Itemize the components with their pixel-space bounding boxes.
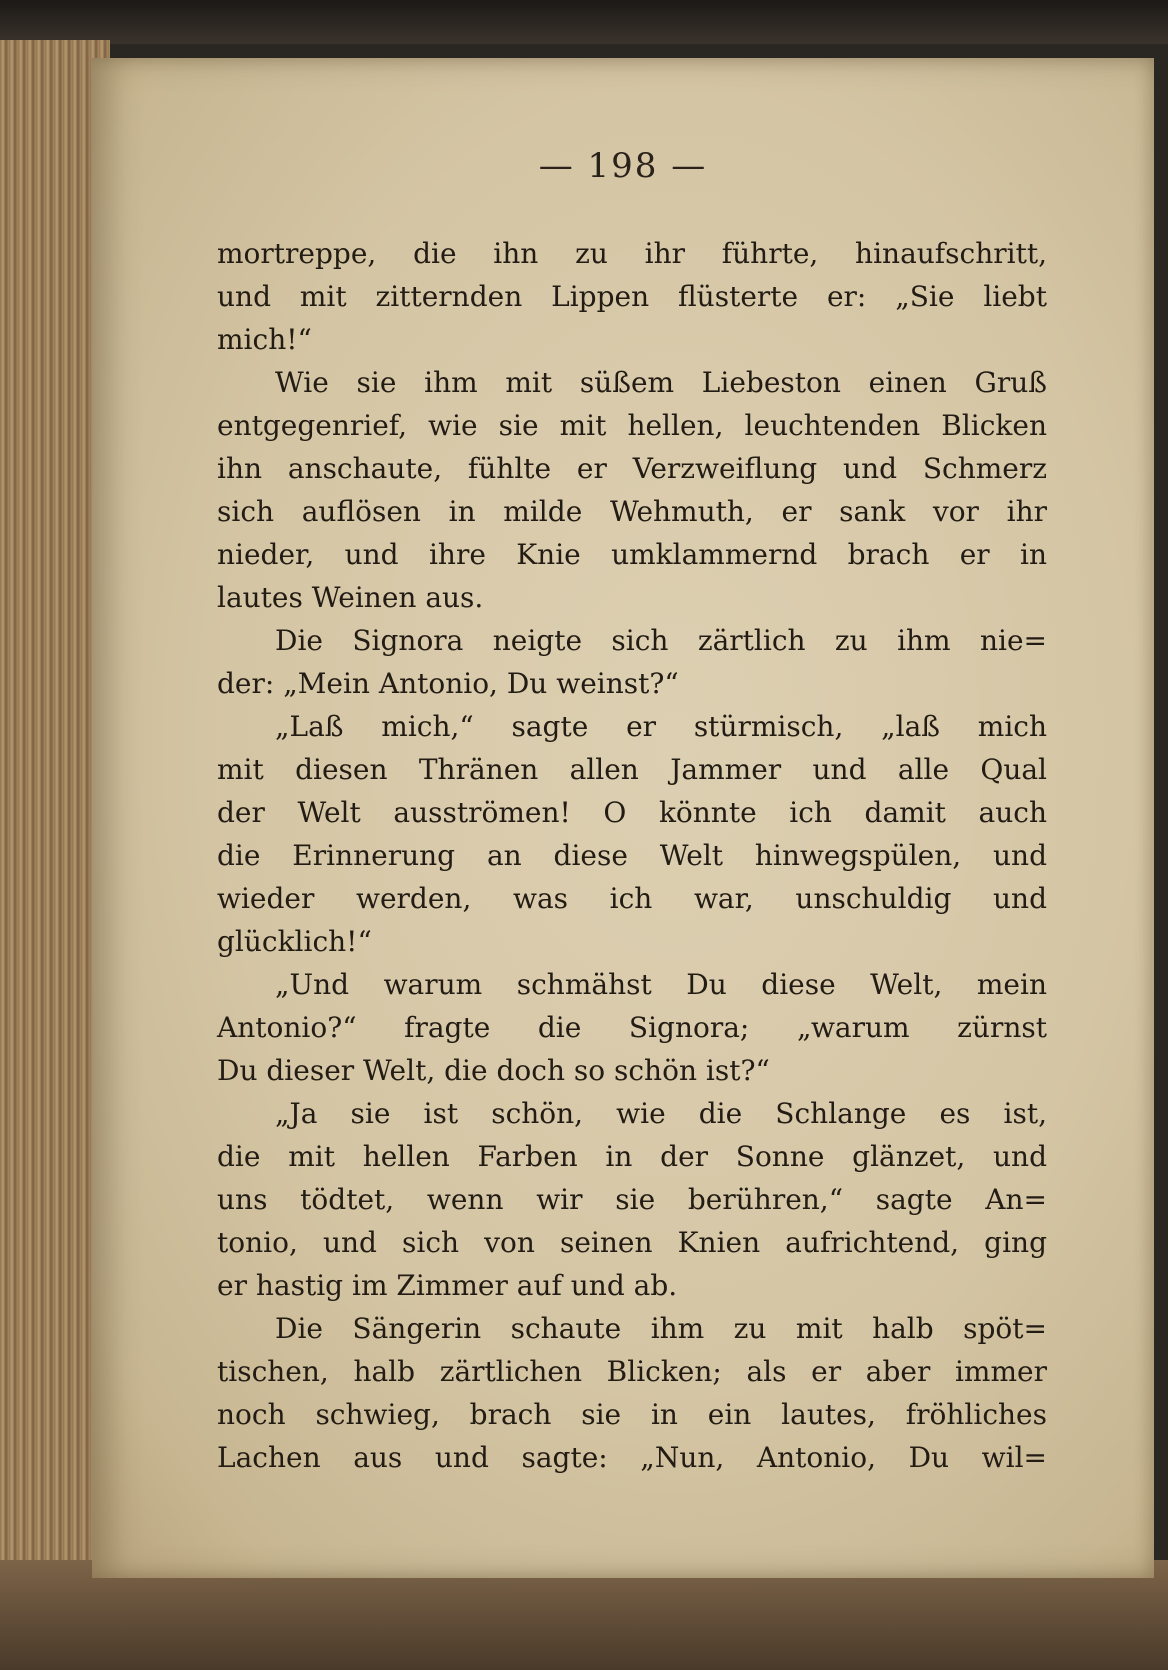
scan-background-top <box>0 0 1168 44</box>
text-line: glücklich!“ <box>217 925 372 958</box>
text-line: nieder, und ihre Knie umklammernd brach er in <box>217 538 1047 571</box>
text-line: wieder werden, was ich war, unschuldig und <box>217 882 1047 915</box>
text-line: Lachen aus und sagte: „Nun, Antonio, Du wil= <box>217 1441 1047 1474</box>
text-line: und mit zitternden Lippen flüsterte er: „Sie liebt <box>217 280 1047 313</box>
text-line: er hastig im Zimmer auf und ab. <box>217 1269 678 1302</box>
text-line: der: „Mein Antonio, Du weinst?“ <box>217 667 679 700</box>
text-line: Wie sie ihm mit süßem Liebeston einen Gruß <box>275 366 1047 399</box>
text-line: Die Sängerin schaute ihm zu mit halb spöt= <box>275 1312 1047 1345</box>
text-line: sich auflösen in milde Wehmuth, er sank vor ihr <box>217 495 1047 528</box>
text-line: „Ja sie ist schön, wie die Schlange es ist, <box>275 1097 1047 1130</box>
text-line: „Laß mich,“ sagte er stürmisch, „laß mich <box>275 710 1047 743</box>
text-line: mit diesen Thränen allen Jammer und alle Qual <box>217 753 1047 786</box>
text-line: ihn anschaute, fühlte er Verzweiflung und Schmerz <box>217 452 1047 485</box>
text-line: der Welt ausströmen! O könnte ich damit auch <box>217 796 1047 829</box>
text-line: Die Signora neigte sich zärtlich zu ihm nie= <box>275 624 1047 657</box>
text-line: „Und warum schmähst Du diese Welt, mein <box>275 968 1047 1001</box>
book-page <box>92 58 1154 1578</box>
text-line: tischen, halb zärtlichen Blicken; als er aber immer <box>217 1355 1047 1388</box>
text-line: mich!“ <box>217 323 312 356</box>
page-number: — 198 — <box>538 146 708 186</box>
body-text <box>217 232 1047 1479</box>
text-line: mortreppe, die ihn zu ihr führte, hinaufschritt, <box>217 237 1047 270</box>
text-line: tonio, und sich von seinen Knien aufrichtend, ging <box>217 1226 1047 1259</box>
text-line: lautes Weinen aus. <box>217 581 484 614</box>
text-line: Antonio?“ fragte die Signora; „warum zürnst <box>217 1011 1047 1044</box>
text-line: noch schwieg, brach sie in ein lautes, fröhliches <box>217 1398 1047 1431</box>
text-line: entgegenrief, wie sie mit hellen, leuchtenden Blicken <box>217 409 1047 442</box>
text-line: die mit hellen Farben in der Sonne glänzet, und <box>217 1140 1047 1173</box>
text-line: Du dieser Welt, die doch so schön ist?“ <box>217 1054 770 1087</box>
text-line: uns tödtet, wenn wir sie berühren,“ sagte An= <box>217 1183 1047 1216</box>
text-line: die Erinnerung an diese Welt hinwegspülen, und <box>217 839 1047 872</box>
